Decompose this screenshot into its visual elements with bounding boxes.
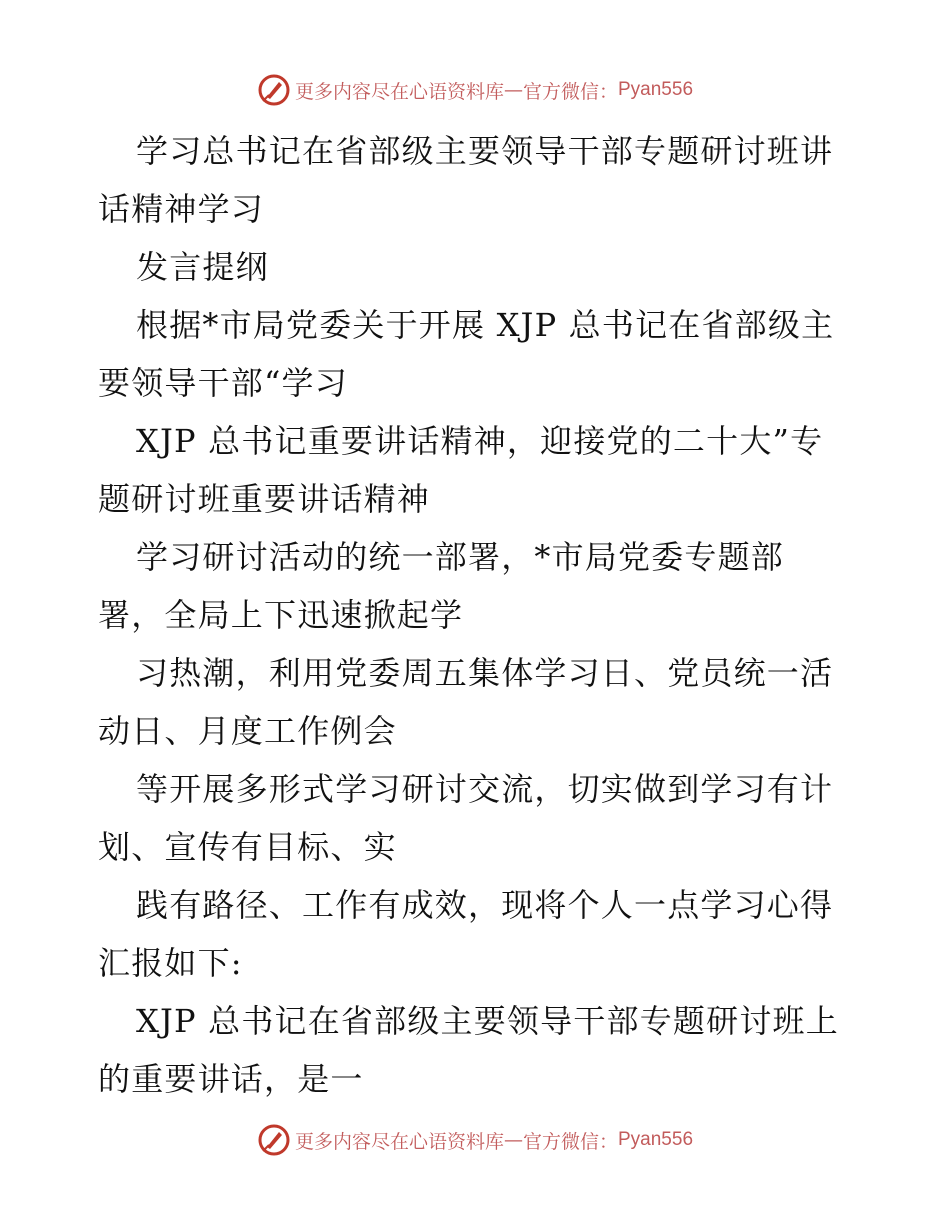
text-line: 划、宣传有目标、实	[98, 828, 397, 866]
text-line: 动日、月度工作例会	[98, 712, 397, 750]
text-line: 题研讨班重要讲话精神	[98, 480, 431, 518]
text-line: XJP 总书记重要讲话精神，迎接党的二十大”专	[136, 422, 824, 460]
text-line: 汇报如下:	[98, 944, 243, 982]
banner-wechat-id: Pyan556	[618, 79, 694, 100]
banner-wechat-label: 官方微信：	[522, 1130, 618, 1153]
text-line: 学习研讨活动的统一部署，*市局党委专题部	[136, 538, 785, 576]
document-body	[98, 122, 878, 1108]
banner-wechat-id: Pyan556	[618, 1129, 694, 1150]
quill-logo-icon	[257, 73, 291, 107]
banner-text: 更多内容尽在心语资料库	[294, 1130, 504, 1153]
text-line: 发言提纲	[136, 248, 269, 286]
text-line: 根据*市局党委关于开展 XJP 总书记在省部级主	[136, 306, 835, 344]
banner-separator: —	[503, 1129, 523, 1151]
text-line: 的重要讲话，是一	[98, 1060, 364, 1098]
text-line: 等开展多形式学习研讨交流，切实做到学习有计	[136, 770, 834, 808]
banner-wechat-label: 官方微信：	[522, 80, 618, 103]
banner-text: 更多内容尽在心语资料库	[294, 80, 504, 103]
text-line: XJP 总书记在省部级主要领导干部专题研讨班上	[136, 1002, 839, 1040]
text-line: 学习总书记在省部级主要领导干部专题研讨班讲	[136, 132, 834, 170]
text-line: 习热潮，利用党委周五集体学习日、党员统一活	[136, 654, 834, 692]
text-line: 践有路径、工作有成效，现将个人一点学习心得	[136, 886, 834, 924]
text-line: 要领导干部“学习	[98, 364, 348, 402]
header-banner	[0, 70, 950, 110]
quill-logo-icon	[257, 1123, 291, 1157]
text-line: 署，全局上下迅速掀起学	[98, 596, 464, 634]
text-line: 话精神学习	[98, 190, 265, 228]
footer-banner	[0, 1120, 950, 1160]
banner-separator: —	[503, 79, 523, 101]
